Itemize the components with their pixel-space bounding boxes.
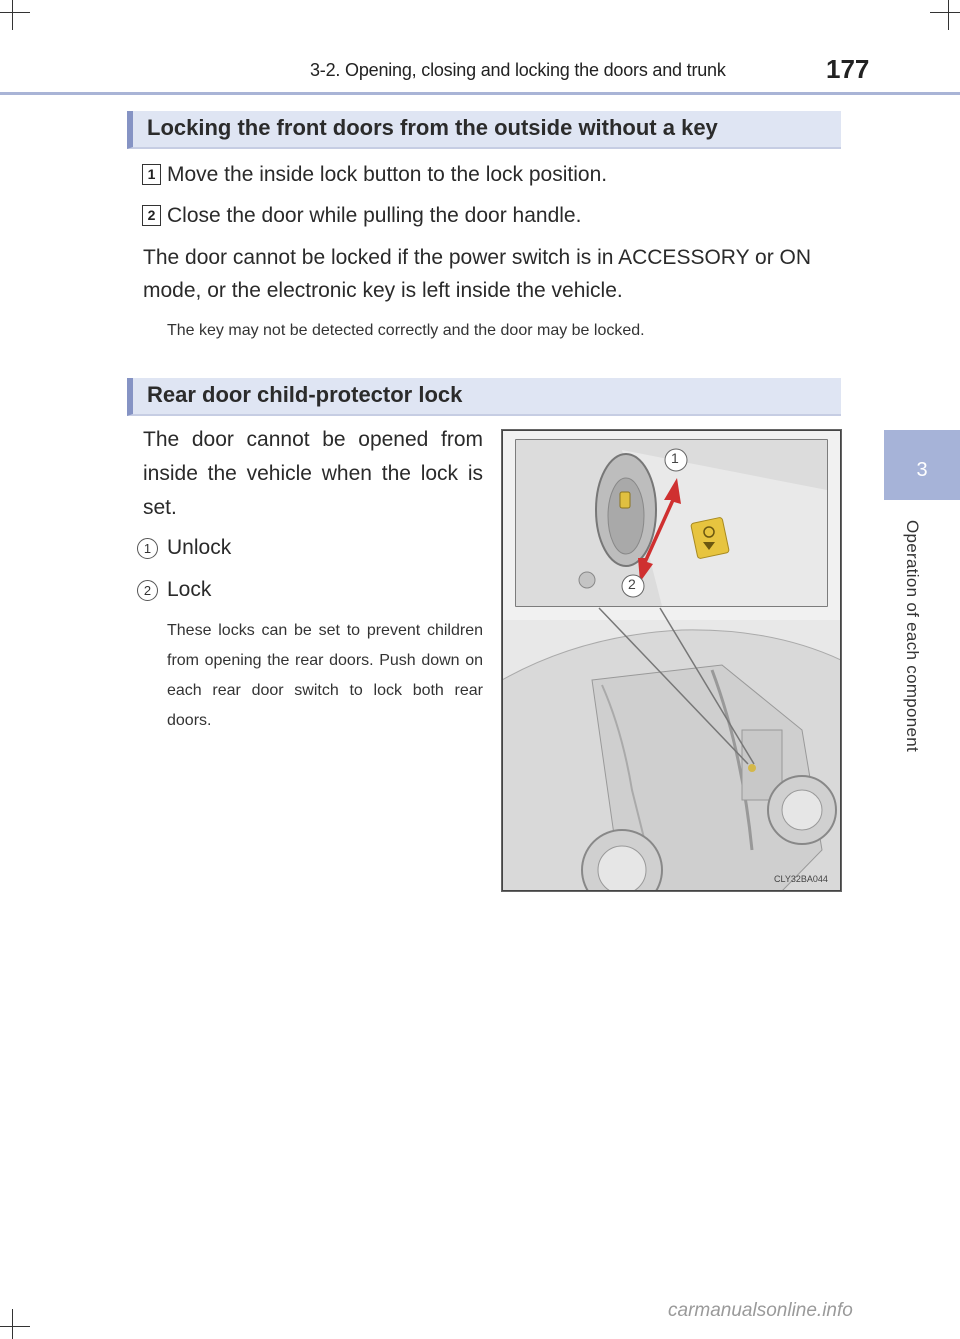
crop-mark — [12, 0, 13, 30]
section-title: Locking the front doors from the outside without a key — [147, 115, 718, 140]
section-heading — [127, 111, 841, 149]
watermark: carmanualsonline.info — [668, 1300, 853, 1321]
chapter-tab: 3 — [884, 430, 960, 500]
item-label: Unlock — [167, 536, 232, 559]
figure-code: CLY32BA044 — [774, 874, 828, 884]
crop-mark — [0, 1326, 30, 1327]
header-section-title: 3-2. Opening, closing and locking the doors and trunk — [310, 60, 726, 80]
page-number: 177 — [826, 54, 870, 84]
note-text: The key may not be detected correctly and the door may be locked. — [167, 322, 645, 339]
crop-mark — [948, 0, 949, 30]
chapter-label: Operation of each component — [903, 520, 922, 753]
figure-callout-2: 2 — [628, 576, 636, 592]
section-heading — [127, 378, 841, 416]
crop-mark — [930, 12, 960, 13]
intro-paragraph: The door cannot be opened from inside the vehicle when the lock is set. — [143, 428, 483, 519]
item-label: Lock — [167, 578, 212, 601]
body-paragraph: The door cannot be locked if the power switch is in ACCESSORY or ON mode, or the electronic key is left inside the vehicle. — [143, 246, 812, 302]
step-text: Close the door while pulling the door handle. — [167, 204, 582, 227]
step-text: Move the inside lock button to the lock position. — [167, 163, 608, 186]
crop-mark — [12, 1309, 13, 1339]
step-number: 2 — [142, 205, 161, 226]
figure-child-lock — [501, 429, 842, 892]
note-text: These locks can be set to prevent children from opening the rear doors. Push down on each rear door switch to lock both rear doors. — [167, 622, 483, 729]
step-number: 1 — [142, 164, 161, 185]
crop-mark — [0, 12, 30, 13]
callout-number: 2 — [137, 580, 158, 601]
callout-number: 1 — [137, 538, 158, 559]
figure-callout-1: 1 — [671, 450, 679, 466]
figure-illustration — [502, 430, 841, 891]
section-title: Rear door child-protector lock — [147, 382, 463, 407]
header-rule — [0, 92, 960, 95]
